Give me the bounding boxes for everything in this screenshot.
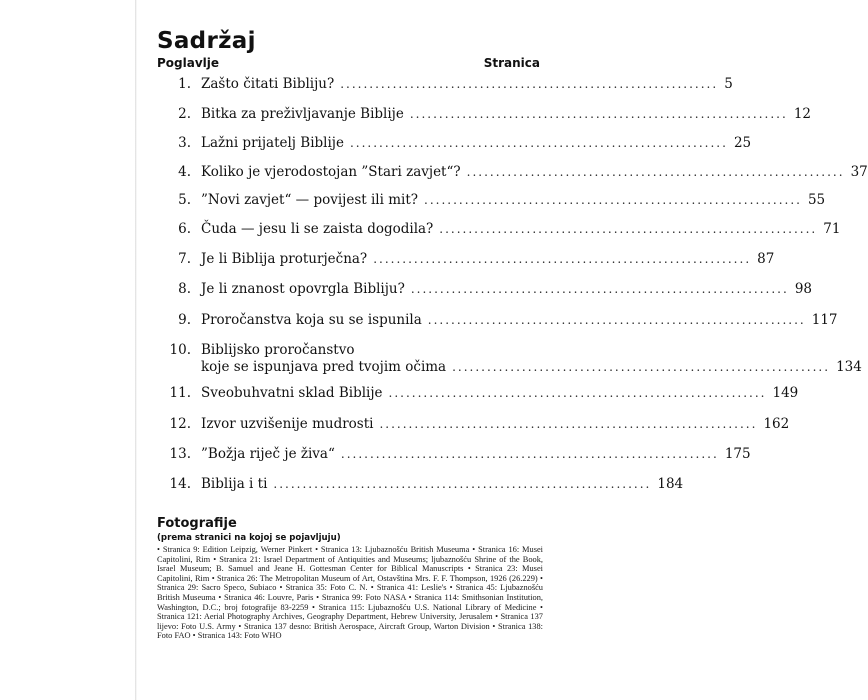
- chapter-number: 4.: [178, 164, 191, 180]
- chapter-page: 184: [657, 476, 684, 492]
- toc-entry: [157, 312, 838, 329]
- toc-entry: [157, 342, 862, 376]
- chapter-title: Koliko je vjerodostojan ”Stari zavjet“?: [201, 164, 461, 180]
- chapter-number: 12.: [169, 416, 191, 432]
- toc-entry: [157, 164, 868, 181]
- chapter-number: 6.: [178, 221, 191, 237]
- toc-entry: [157, 416, 790, 433]
- chapter-number: 10.: [169, 342, 191, 358]
- chapter-page: 134: [836, 359, 862, 375]
- chapter-number: 13.: [169, 446, 191, 462]
- chapter-page: 149: [772, 385, 799, 401]
- leader-dots: .................................................................: [340, 447, 719, 461]
- chapter-title: Biblija i ti: [201, 476, 268, 492]
- toc-entry: [157, 135, 752, 152]
- chapter-number: 1.: [178, 76, 191, 92]
- leader-dots: .................................................................: [427, 313, 806, 327]
- chapter-title: Je li Biblija proturječna?: [201, 251, 368, 267]
- toc-entry: [157, 385, 799, 402]
- toc-entry: [157, 251, 775, 268]
- page-column-header: Stranica: [483, 56, 540, 70]
- chapter-number: 3.: [178, 135, 191, 151]
- leader-dots: .................................................................: [273, 477, 652, 491]
- chapter-title: Čuda — jesu li se zaista dogodila?: [201, 221, 434, 237]
- leader-dots: .................................................................: [452, 360, 831, 374]
- page-edge: [135, 0, 137, 700]
- leader-dots: .................................................................: [424, 193, 802, 207]
- chapter-number: 8.: [178, 281, 191, 297]
- chapter-page: 162: [763, 416, 790, 432]
- chapter-title: Je li znanost opovrgla Bibliju?: [201, 281, 405, 297]
- toc-entry: [157, 476, 684, 493]
- chapter-page: 12: [793, 106, 811, 122]
- chapter-page: 71: [823, 221, 841, 237]
- chapter-page: 37: [850, 164, 868, 180]
- chapter-title: ”Novi zavjet“ — povijest ili mit?: [201, 192, 419, 208]
- chapter-page: 55: [807, 192, 826, 208]
- chapter-page: 175: [724, 446, 751, 462]
- chapter-title: Zašto čitati Bibliju?: [201, 76, 335, 92]
- toc-entry: [157, 281, 812, 298]
- chapter-title: Biblijsko proročanstvo: [201, 342, 355, 358]
- leader-dots: .................................................................: [439, 222, 818, 236]
- chapter-title-block: [201, 342, 862, 376]
- chapter-title: Izvor uzvišenije mudrosti: [201, 416, 374, 432]
- toc-entry: [157, 446, 751, 463]
- chapter-page: 117: [811, 312, 838, 328]
- toc-entry: [157, 221, 841, 238]
- page-title: Sadržaj: [157, 28, 256, 54]
- leader-dots: .................................................................: [379, 417, 758, 431]
- chapter-column-header: Poglavlje: [157, 56, 220, 70]
- chapter-number: 11.: [169, 385, 191, 401]
- chapter-page: 87: [757, 251, 775, 267]
- leader-dots: .................................................................: [410, 282, 789, 296]
- leader-dots: .................................................................: [409, 107, 788, 121]
- leader-dots: .................................................................: [466, 165, 845, 179]
- leader-dots: .................................................................: [373, 252, 752, 266]
- chapter-title: Proročanstva koja su se ispunila: [201, 312, 422, 328]
- chapter-title: Lažni prijatelj Biblije: [201, 135, 344, 151]
- chapter-number: 9.: [178, 312, 191, 328]
- photo-credits: • Stranica 9: Edition Leipzig, Werner Pinkert • Stranica 13: Ljubaznošću British Museuma • Stranica 16: Musei Capitolini, Rim • Stranica 21: Israel Department of Antiquities and Museums; ljubaznošću Shrine of the Book, Israel Museum; B. Samuel and Jeane H. Gottesman Center for Biblical Manuscripts • Stranica 23: Musei Capitolini, Rim • Stranica 26: The Metropolitan Museum of Art, Ostavština Mrs. F. F. Thompson, 1926 (26.229) • Stranica 29: Sacro Speco, Subiaco • Stranica 35: Foto C. N. • Stranica 41: Leslie's • Stranica 45: Ljubaznošću British Museuma • Stranica 46: Louvre, Paris • Stranica 99: Foto NASA • Stranica 114: Smithsonian Institution, Washington, D.C.; broj fotografije 83-2259 • Stranica 115: Ljubaznošću U.S. National Library of Medicine • Stranica 121: Aerial Photography Archives, Geography Department, Hebrew University, Jerusalem • Stranica 137 lijevo: Foto U.S. Army • Stranica 137 desno: British Aerospace, Aircraft Group, Warton Division • Stranica 138: Foto FAO • Stranica 143: Foto WHO: [157, 545, 543, 641]
- chapter-page: 98: [794, 281, 812, 297]
- chapter-number: 14.: [169, 476, 191, 492]
- toc-entry: [157, 106, 811, 123]
- leader-dots: .................................................................: [388, 386, 767, 400]
- chapter-page: 5: [724, 76, 733, 92]
- chapter-number: 2.: [178, 106, 191, 122]
- leader-dots: .................................................................: [340, 77, 719, 91]
- chapter-title: ”Božja riječ je živa“: [201, 446, 335, 462]
- chapter-number: 7.: [178, 251, 191, 267]
- chapter-title: Sveobuhvatni sklad Biblije: [201, 385, 383, 401]
- leader-dots: .................................................................: [349, 136, 728, 150]
- chapter-page: 25: [733, 135, 752, 151]
- photos-heading: Fotografije: [157, 516, 237, 531]
- chapter-title-line2: koje se ispunjava pred tvojim očima: [201, 359, 447, 375]
- toc-entry: [157, 76, 733, 93]
- photos-subheading: (prema stranici na kojoj se pojavljuju): [157, 533, 341, 543]
- chapter-number: 5.: [178, 192, 191, 208]
- chapter-title: Bitka za preživljavanje Biblije: [201, 106, 404, 122]
- toc-entry: [157, 192, 826, 209]
